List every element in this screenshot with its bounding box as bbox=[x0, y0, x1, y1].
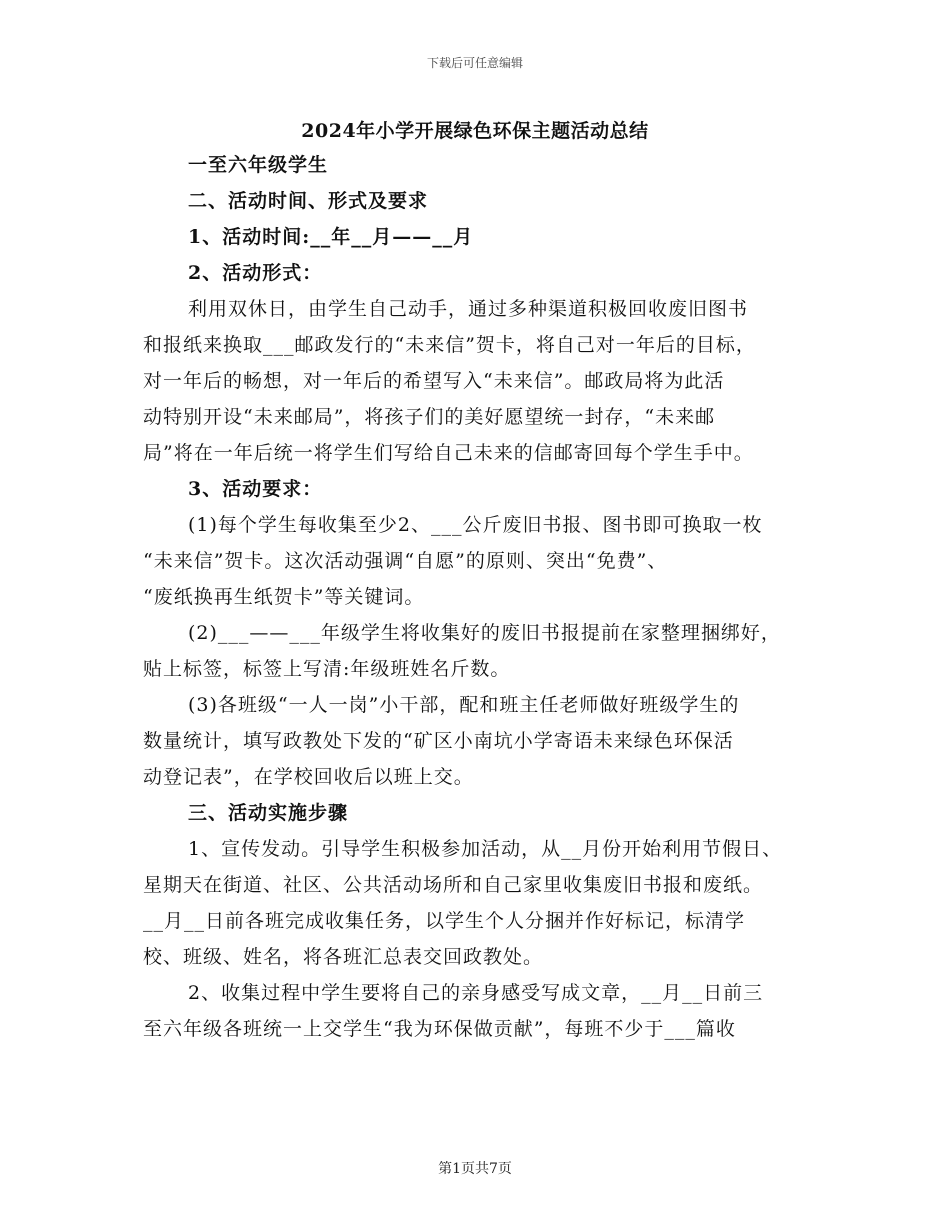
paragraph-line: 至六年级各班统一上交学生“我为环保做贡献”，每班不少于___篇收 bbox=[143, 1018, 736, 1040]
paragraph-line: 校、班级、姓名，将各班汇总表交回政教处。 bbox=[143, 946, 544, 968]
subheading-activity-time: 1、活动时间:__年__月——__月 bbox=[188, 226, 474, 248]
paragraph-line: 贴上标签，标签上写清:年级班姓名斤数。 bbox=[143, 658, 511, 680]
paragraph-line: 2、收集过程中学生要将自己的亲身感受写成文章，__月__日前三 bbox=[188, 982, 764, 1004]
heading-participants: 一至六年级学生 bbox=[188, 154, 329, 176]
subheading-activity-requirements: 3、活动要求： bbox=[188, 478, 323, 500]
paragraph-line: “废纸换再生纸贺卡”等关键词。 bbox=[143, 586, 425, 608]
paragraph-line: 利用双休日，由学生自己动手，通过多种渠道积极回收废旧图书 bbox=[188, 298, 749, 320]
paragraph-line: __月__日前各班完成收集任务，以学生个人分捆并作好标记，标清学 bbox=[143, 910, 746, 932]
paragraph-line: 动登记表”，在学校回收后以班上交。 bbox=[143, 766, 474, 788]
heading-implementation-steps: 三、活动实施步骤 bbox=[188, 802, 349, 824]
paragraph-line: 局”将在一年后统一将学生们写给自己未来的信邮寄回每个学生手中。 bbox=[143, 442, 754, 464]
header-note: 下载后可任意编辑 bbox=[426, 56, 523, 70]
paragraph-line: (3)各班级“一人一岗”小干部，配和班主任老师做好班级学生的 bbox=[188, 694, 740, 716]
paragraph-line: “未来信”贺卡。这次活动强调“自愿”的原则、突出“免费”、 bbox=[143, 550, 668, 572]
document-title: 2024年小学开展绿色环保主题活动总结 bbox=[301, 120, 649, 142]
paragraph-line: (2)___——___年级学生将收集好的废旧书报提前在家整理捆绑好， bbox=[188, 622, 781, 644]
heading-time-form-requirements: 二、活动时间、形式及要求 bbox=[188, 190, 429, 212]
paragraph-line: 数量统计，填写政教处下发的“矿区小南坑小学寄语未来绿色环保活 bbox=[143, 730, 734, 752]
paragraph-line: 对一年后的畅想，对一年后的希望写入“未来信”。邮政局将为此活 bbox=[143, 370, 725, 392]
paragraph-line: 动特别开设“未来邮局”，将孩子们的美好愿望统一封存，“未来邮 bbox=[143, 406, 716, 428]
paragraph-line: 1、宣传发动。引导学生积极参加活动，从__月份开始利用节假日、 bbox=[188, 838, 783, 860]
page-number-footer: 第1页共7页 bbox=[438, 1161, 512, 1177]
paragraph-line: 星期天在街道、社区、公共活动场所和自己家里收集废旧书报和废纸。 bbox=[143, 874, 764, 896]
paragraph-line: (1)每个学生每收集至少2、___公斤废旧书报、图书即可换取一枚 bbox=[188, 514, 763, 536]
subheading-activity-form: 2、活动形式： bbox=[188, 262, 323, 284]
paragraph-line: 和报纸来换取___邮政发行的“未来信”贺卡，将自己对一年后的目标， bbox=[143, 334, 756, 356]
